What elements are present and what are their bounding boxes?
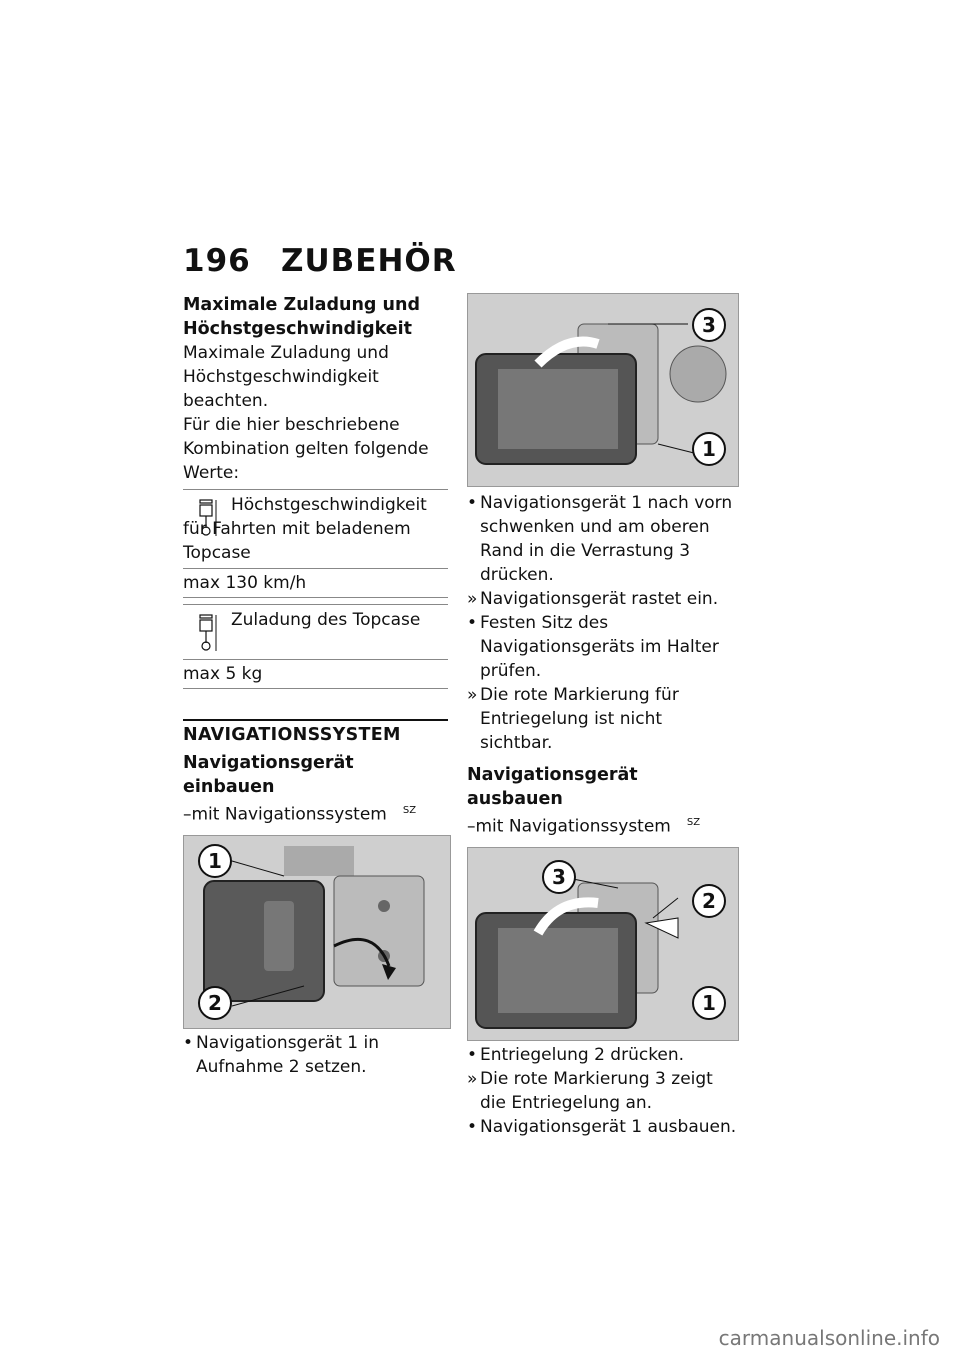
list-item: • Festen Sitz des Navigationsgeräts im Halter prüfen.	[467, 613, 719, 681]
spec-max-speed-label: Höchstgeschwindigkeit für Fahrten mit beladenem Topcase	[183, 495, 427, 563]
note-remove-text: –mit Navigationssystem	[467, 816, 671, 837]
note-install-text: –mit Navigationssystem	[183, 804, 387, 825]
callout-3: 3	[692, 308, 726, 342]
note-install-sup: SZ	[402, 805, 417, 816]
heading-remove: Navigationsgerät ausbauen	[467, 765, 638, 809]
steps-remove	[467, 1043, 737, 1139]
load-weight-icon	[197, 613, 219, 660]
watermark: carmanualsonline.info	[718, 1326, 940, 1350]
spec-max-speed	[183, 489, 448, 598]
list-item: • Entriegelung 2 drücken.	[467, 1044, 685, 1065]
right-column	[467, 293, 737, 1139]
para-values: Für die hier beschriebene Kombination gelten folgende Werte:	[183, 415, 429, 483]
spec-payload-value: max 5 kg	[183, 659, 448, 688]
list-item: » Die rote Markierung 3 zeigt die Entriegelung an.	[467, 1068, 713, 1113]
para-observe: Maximale Zuladung und Höchstgeschwindigkeit beachten.	[183, 343, 389, 411]
page-number: 196	[183, 243, 251, 279]
heading-max-load: Maximale Zuladung und Höchstgeschwindigkeit	[183, 295, 420, 339]
callout-1: 1	[692, 432, 726, 466]
spec-payload	[183, 604, 448, 689]
callout-3: 3	[542, 860, 576, 894]
left-column	[183, 293, 448, 1079]
page-header	[183, 243, 457, 279]
figure-mount	[467, 293, 739, 487]
note-install	[183, 799, 448, 827]
callout-1: 1	[692, 986, 726, 1020]
callout-2: 2	[198, 986, 232, 1020]
callout-2: 2	[692, 884, 726, 918]
callout-1: 1	[198, 844, 232, 878]
note-remove-sup: SZ	[686, 817, 701, 828]
list-item: • Navigationsgerät 1 nach vorn schwenken und am oberen Rand in die Verrastung 3 drücken.	[467, 493, 733, 585]
figure-install	[183, 835, 451, 1029]
spec-max-speed-value: max 130 km/h	[183, 568, 448, 597]
note-remove	[467, 811, 737, 839]
list-item: » Navigationsgerät rastet ein.	[467, 589, 719, 609]
steps-mount	[467, 491, 737, 755]
section-title: ZUBEHÖR	[281, 243, 457, 279]
list-item: • Navigationsgerät 1 in Aufnahme 2 setzen.	[183, 1032, 379, 1077]
list-item: • Navigationsgerät 1 ausbauen.	[467, 1116, 737, 1137]
list-item: » Die rote Markierung für Entriegelung ist nicht sichtbar.	[467, 685, 679, 753]
section-navigation: NAVIGATIONSSYSTEM	[183, 719, 448, 745]
load-weight-icon	[197, 498, 219, 545]
spec-payload-label: Zuladung des Topcase	[231, 610, 421, 630]
figure-remove	[467, 847, 739, 1041]
steps-install	[183, 1031, 448, 1079]
heading-install: Navigationsgerät einbauen	[183, 753, 354, 797]
